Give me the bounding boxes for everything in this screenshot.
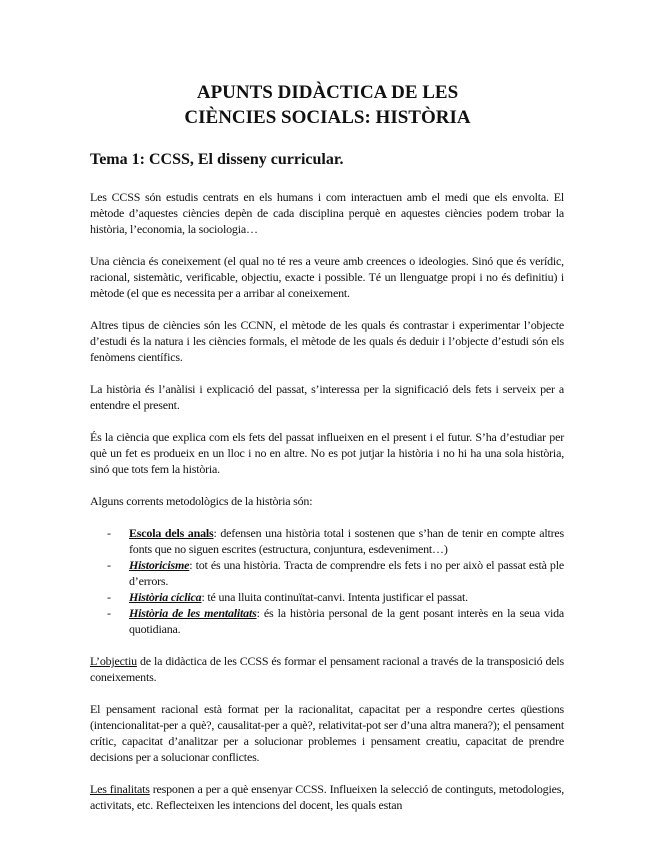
list-item [90,557,564,589]
list-dash: - [107,526,111,540]
current-term: Historicisme [129,558,190,572]
paragraph-currents-intro: Alguns corrents metodològics de la història són: [90,494,313,508]
title-line-1: APUNTS DIDÀCTICA DE LES [196,82,459,103]
title-line-2: CIÈNCIES SOCIALS: HISTÒRIA [184,107,471,128]
paragraph-other-sciences: Altres tipus de ciències són les CCNN, el mètode de les quals és contrastar i experimentar l’objecte d’estudi és la natura i les ciències formals, el mètode de les quals és deduir i l’objecte d’estudi són els fenòmens científics. [90,318,564,364]
document-title [0,80,655,130]
list-item [90,605,564,637]
paragraph-objective [90,653,564,685]
objective-text: de la didàctica de les CCSS és formar el pensament racional a través de la transposició dels coneixements. [90,654,564,684]
current-term: Història cíclica [129,590,202,604]
current-description: : té una lluita continuïtat-canvi. Intenta justificar el passat. [201,590,468,604]
objective-term: L’objectiu [90,654,137,668]
current-description: : defensen una història total i sostenen que s’han de tenir en compte altres fonts que no siguen escrites (estructura, conjuntura, esdeveniment…) [129,526,565,556]
current-description: : és la història personal de la gent posant interès en la seua vida quotidiana. [129,606,565,636]
finalities-text: responen a per a què ensenyar CCSS. Influeixen la selecció de continguts, metodologies, activitats, etc. Reflecteixen les intencions del docent, les quals estan [90,782,564,812]
current-description: : tot és una història. Tracta de comprendre els fets i no per això el passat està ple d’errors. [129,558,564,588]
paragraph-ccss-definition: Les CCSS són estudis centrats en els humans i com interactuen amb el medi que els envolta. El mètode d’aquestes ciències depèn de cada disciplina perquè en aquestes ciències podem trobar la història, l’economia, la sociologia… [90,190,564,236]
section-heading: Tema 1: CCSS, El disseny curricular. [90,151,344,168]
paragraph-history-definition: La història és l’anàlisi i explicació del passat, s’interessa per la significació dels fets i serveix per a entendre el present. [90,382,564,412]
finalities-term: Les finalitats [90,782,150,796]
paragraph-rational-thinking: El pensament racional està format per la racionalitat, capacitat per a respondre certes qüestions (intencionalitat-per a què?, causalitat-per a què?, relativitat-pot ser d’una altra manera?); el pensament crític, capacitat d’analitzar per a solucionar problemes i pensament creatiu, capacitat de prendre decisions per a solucionar conflictes. [90,702,564,764]
list-item [90,525,564,557]
current-term: Escola dels anals [129,526,214,540]
list-item [90,589,564,605]
list-dash: - [107,590,111,604]
current-term: Història de les mentalitats [129,606,257,620]
paragraph-finalities [90,781,564,813]
paragraph-science-definition: Una ciència és coneixement (el qual no té res a veure amb creences o ideologies. Sinó que és verídic, racional, sistemàtic, verificable, objectiu, exacte i possible. Té un llenguatge propi i no és definitiu) i mètode (el que es necessita per a arribar al coneixement. [90,254,564,300]
list-dash: - [107,606,111,620]
list-dash: - [107,558,111,572]
document-body [90,189,564,829]
methodological-currents-list [90,525,564,637]
paragraph-history-science: És la ciència que explica com els fets del passat influeixen en el present i el futur. S’ha d’estudiar per què un fet es produeix en un lloc i no en altre. No es pot jutjar la història i no hi ha una sola història, sinó que tots fem la història. [90,430,564,476]
